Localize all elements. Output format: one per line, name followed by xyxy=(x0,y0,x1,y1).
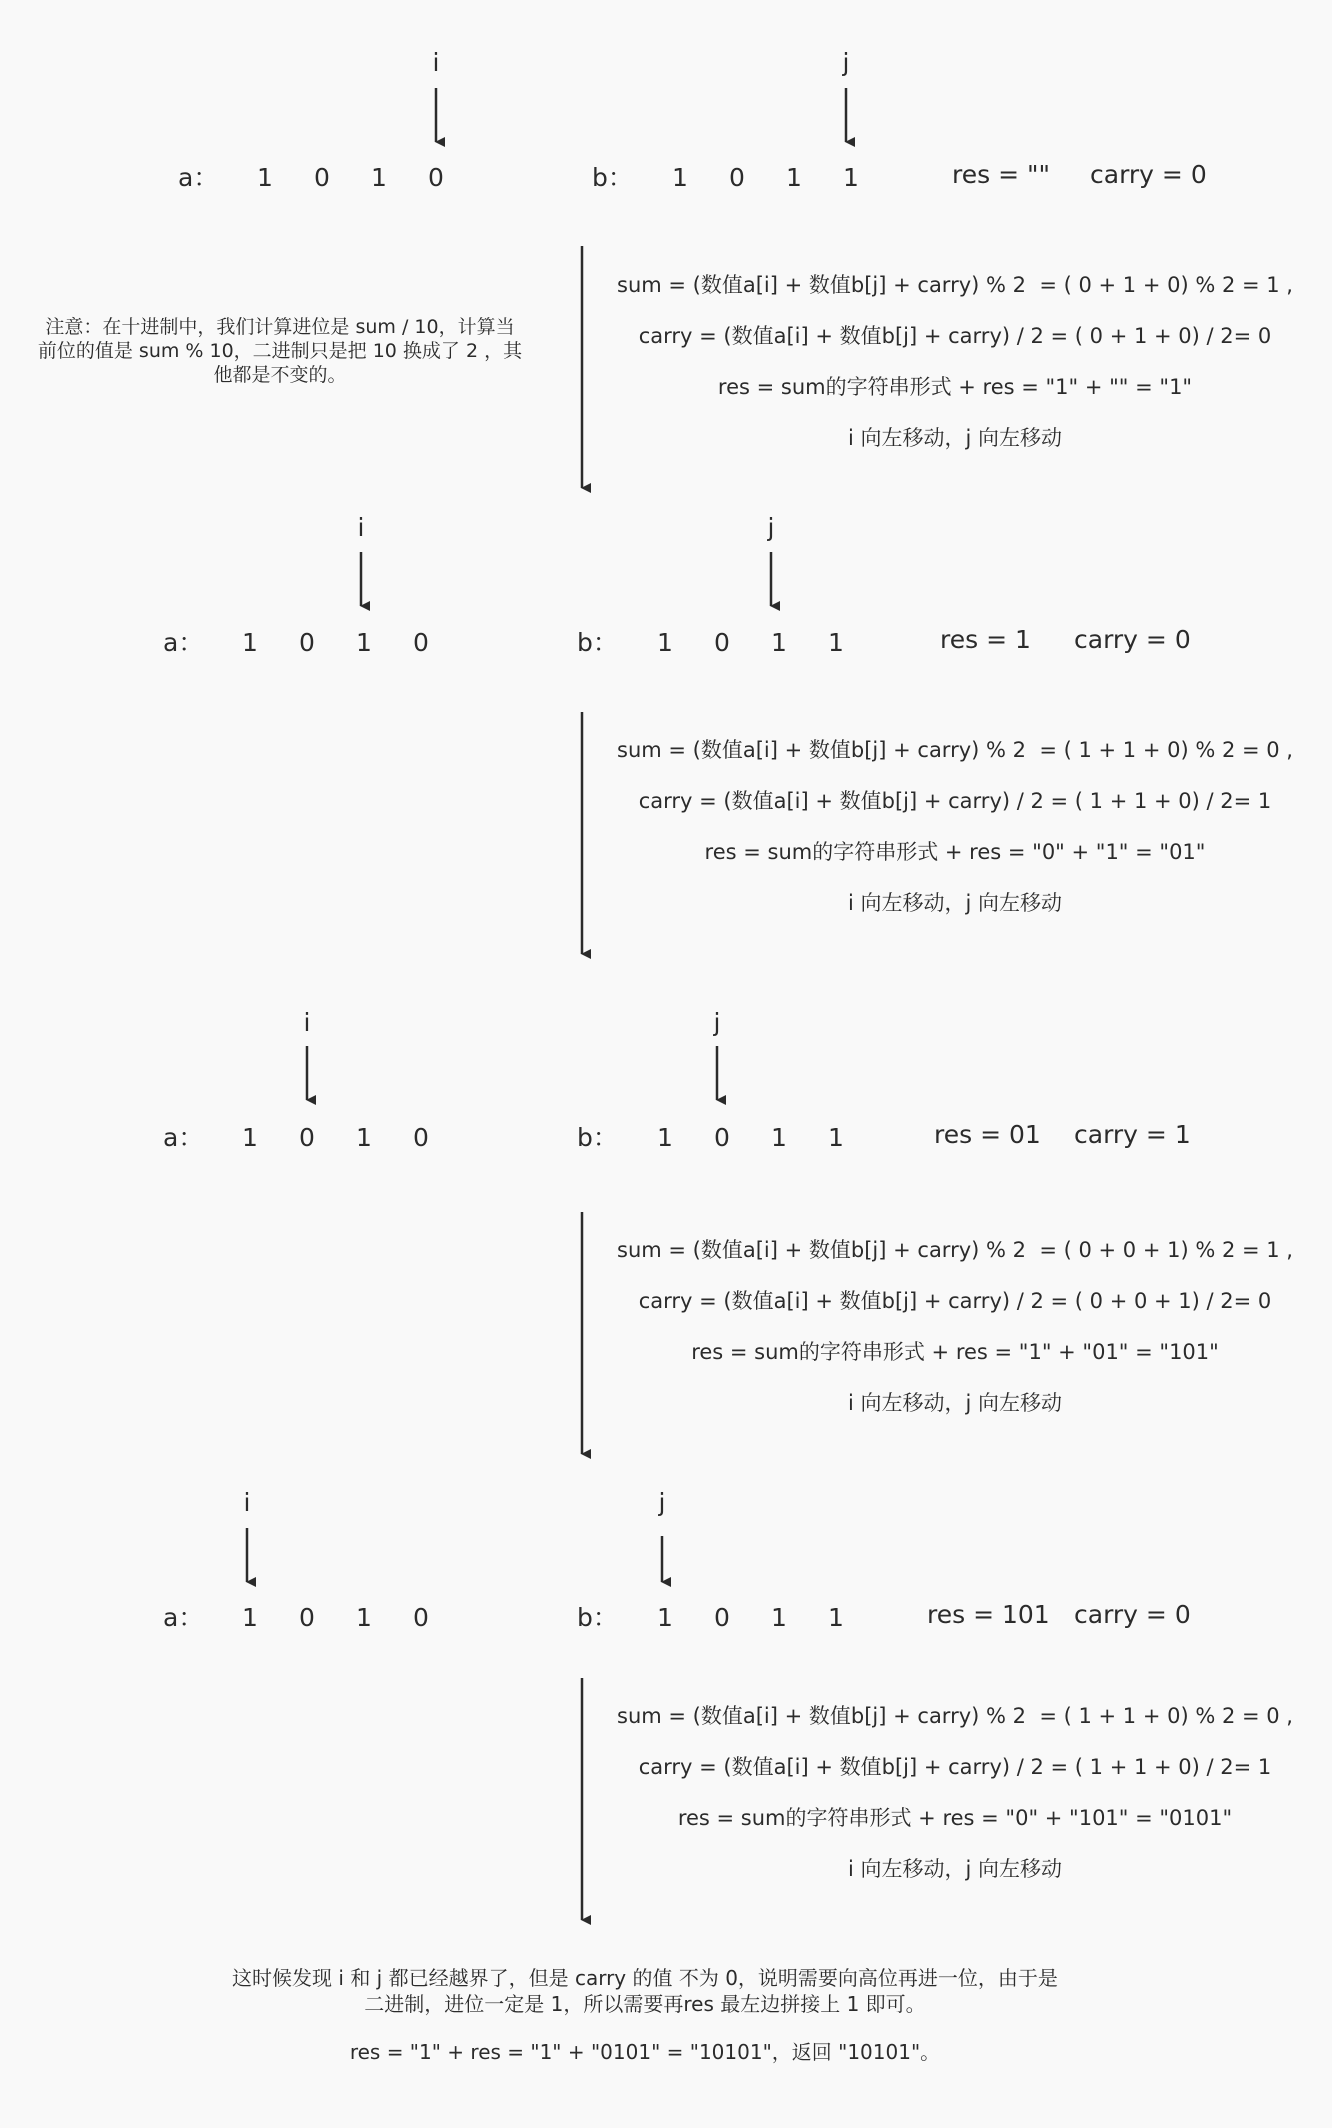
array-b-digit: 0 xyxy=(714,628,730,657)
array-b-digit: 1 xyxy=(828,1123,844,1152)
array-a-digit: 1 xyxy=(242,628,258,657)
i-pointer-label: i xyxy=(357,513,365,542)
array-b-digit: 1 xyxy=(657,1603,673,1632)
array-b-label: b： xyxy=(592,163,633,192)
array-a-digit: 1 xyxy=(356,1603,372,1632)
i-pointer-label: i xyxy=(432,48,440,77)
final-result: res = "1" + res = "1" + "0101" = "10101"，返回 "10101"。 xyxy=(349,2040,941,2064)
array-b-digit: 1 xyxy=(771,628,787,657)
j-pointer-label: j xyxy=(713,1008,721,1037)
move-instruction: i 向左移动，j 向左移动 xyxy=(847,426,1063,450)
array-b-digit: 1 xyxy=(786,163,802,192)
array-a-digit: 1 xyxy=(356,1123,372,1152)
array-b-digit: 1 xyxy=(828,1603,844,1632)
array-a-label: a： xyxy=(163,1123,204,1152)
array-b-digit: 1 xyxy=(771,1603,787,1632)
res-value: res = "" xyxy=(952,160,1050,189)
array-a-digit: 1 xyxy=(371,163,387,192)
carry-equation: carry = (数值a[i] + 数值b[j] + carry) / 2 = ( 1 + 1 + 0) / 2= 1 xyxy=(638,789,1272,813)
j-pointer-label: j xyxy=(658,1488,666,1517)
array-a-digit: 0 xyxy=(413,628,429,657)
array-b-digit: 1 xyxy=(843,163,859,192)
note-line: 前位的值是 sum % 10，二进制只是把 10 换成了 2 ，其 xyxy=(37,340,523,362)
res-value: res = 01 xyxy=(934,1120,1041,1149)
array-b-digit: 1 xyxy=(828,628,844,657)
carry-equation: carry = (数值a[i] + 数值b[j] + carry) / 2 = ( 0 + 1 + 0) / 2= 0 xyxy=(638,324,1272,348)
carry-equation: carry = (数值a[i] + 数值b[j] + carry) / 2 = ( 1 + 1 + 0) / 2= 1 xyxy=(638,1755,1272,1779)
array-b-digit: 0 xyxy=(729,163,745,192)
res-equation: res = sum的字符串形式 + res = "0" + "101" = "0101" xyxy=(677,1806,1233,1830)
array-b-digit: 0 xyxy=(714,1123,730,1152)
array-a-digit: 0 xyxy=(314,163,330,192)
j-pointer-label: j xyxy=(767,513,775,542)
array-b-label: b： xyxy=(577,1603,618,1632)
note-line: 他都是不变的。 xyxy=(213,364,347,386)
j-pointer-label: j xyxy=(842,48,850,77)
array-b-digit: 0 xyxy=(714,1603,730,1632)
carry-value: carry = 0 xyxy=(1074,625,1191,654)
array-b-digit: 1 xyxy=(672,163,688,192)
array-b-label: b： xyxy=(577,628,618,657)
array-a-digit: 0 xyxy=(413,1123,429,1152)
array-a-label: a： xyxy=(163,1603,204,1632)
move-instruction: i 向左移动，j 向左移动 xyxy=(847,1857,1063,1881)
array-a-digit: 0 xyxy=(413,1603,429,1632)
res-equation: res = sum的字符串形式 + res = "1" + "01" = "101" xyxy=(691,1340,1219,1364)
array-a-digit: 1 xyxy=(257,163,273,192)
array-b-digit: 1 xyxy=(657,1123,673,1152)
final-explanation xyxy=(160,1965,1130,2065)
res-equation: res = sum的字符串形式 + res = "1" + "" = "1" xyxy=(717,375,1193,399)
note-line: 注意：在十进制中，我们计算进位是 sum / 10，计算当 xyxy=(45,316,515,338)
sum-equation: sum = (数值a[i] + 数值b[j] + carry) % 2 = ( 1 + 1 + 0) % 2 = 0 , xyxy=(617,1704,1293,1728)
array-a-label: a： xyxy=(178,163,219,192)
array-a-label: a： xyxy=(163,628,204,657)
array-b-label: b： xyxy=(577,1123,618,1152)
sum-equation: sum = (数值a[i] + 数值b[j] + carry) % 2 = ( 1 + 1 + 0) % 2 = 0 , xyxy=(617,738,1293,762)
decimal-note xyxy=(30,315,530,387)
array-b-digit: 1 xyxy=(657,628,673,657)
i-pointer-label: i xyxy=(243,1488,251,1517)
array-a-digit: 0 xyxy=(299,1123,315,1152)
carry-equation: carry = (数值a[i] + 数值b[j] + carry) / 2 = ( 0 + 0 + 1) / 2= 0 xyxy=(638,1289,1272,1313)
array-a-digit: 0 xyxy=(299,628,315,657)
res-equation: res = sum的字符串形式 + res = "0" + "1" = "01" xyxy=(704,840,1206,864)
sum-equation: sum = (数值a[i] + 数值b[j] + carry) % 2 = ( 0 + 0 + 1) % 2 = 1 , xyxy=(617,1238,1293,1262)
final-line: 这时候发现 i 和 j 都已经越界了，但是 carry 的值 不为 0，说明需要向高位再进一位，由于是 xyxy=(232,1966,1058,1990)
array-a-digit: 1 xyxy=(242,1603,258,1632)
array-a-digit: 0 xyxy=(428,163,444,192)
sum-equation: sum = (数值a[i] + 数值b[j] + carry) % 2 = ( 0 + 1 + 0) % 2 = 1 , xyxy=(617,273,1293,297)
carry-value: carry = 1 xyxy=(1074,1120,1191,1149)
carry-value: carry = 0 xyxy=(1090,160,1207,189)
array-b-digit: 1 xyxy=(771,1123,787,1152)
final-line: 二进制，进位一定是 1，所以需要再res 最左边拼接上 1 即可。 xyxy=(364,1992,926,2016)
move-instruction: i 向左移动，j 向左移动 xyxy=(847,891,1063,915)
res-value: res = 101 xyxy=(927,1600,1050,1629)
res-value: res = 1 xyxy=(940,625,1031,654)
move-instruction: i 向左移动，j 向左移动 xyxy=(847,1391,1063,1415)
array-a-digit: 1 xyxy=(242,1123,258,1152)
array-a-digit: 0 xyxy=(299,1603,315,1632)
array-a-digit: 1 xyxy=(356,628,372,657)
i-pointer-label: i xyxy=(303,1008,311,1037)
carry-value: carry = 0 xyxy=(1074,1600,1191,1629)
